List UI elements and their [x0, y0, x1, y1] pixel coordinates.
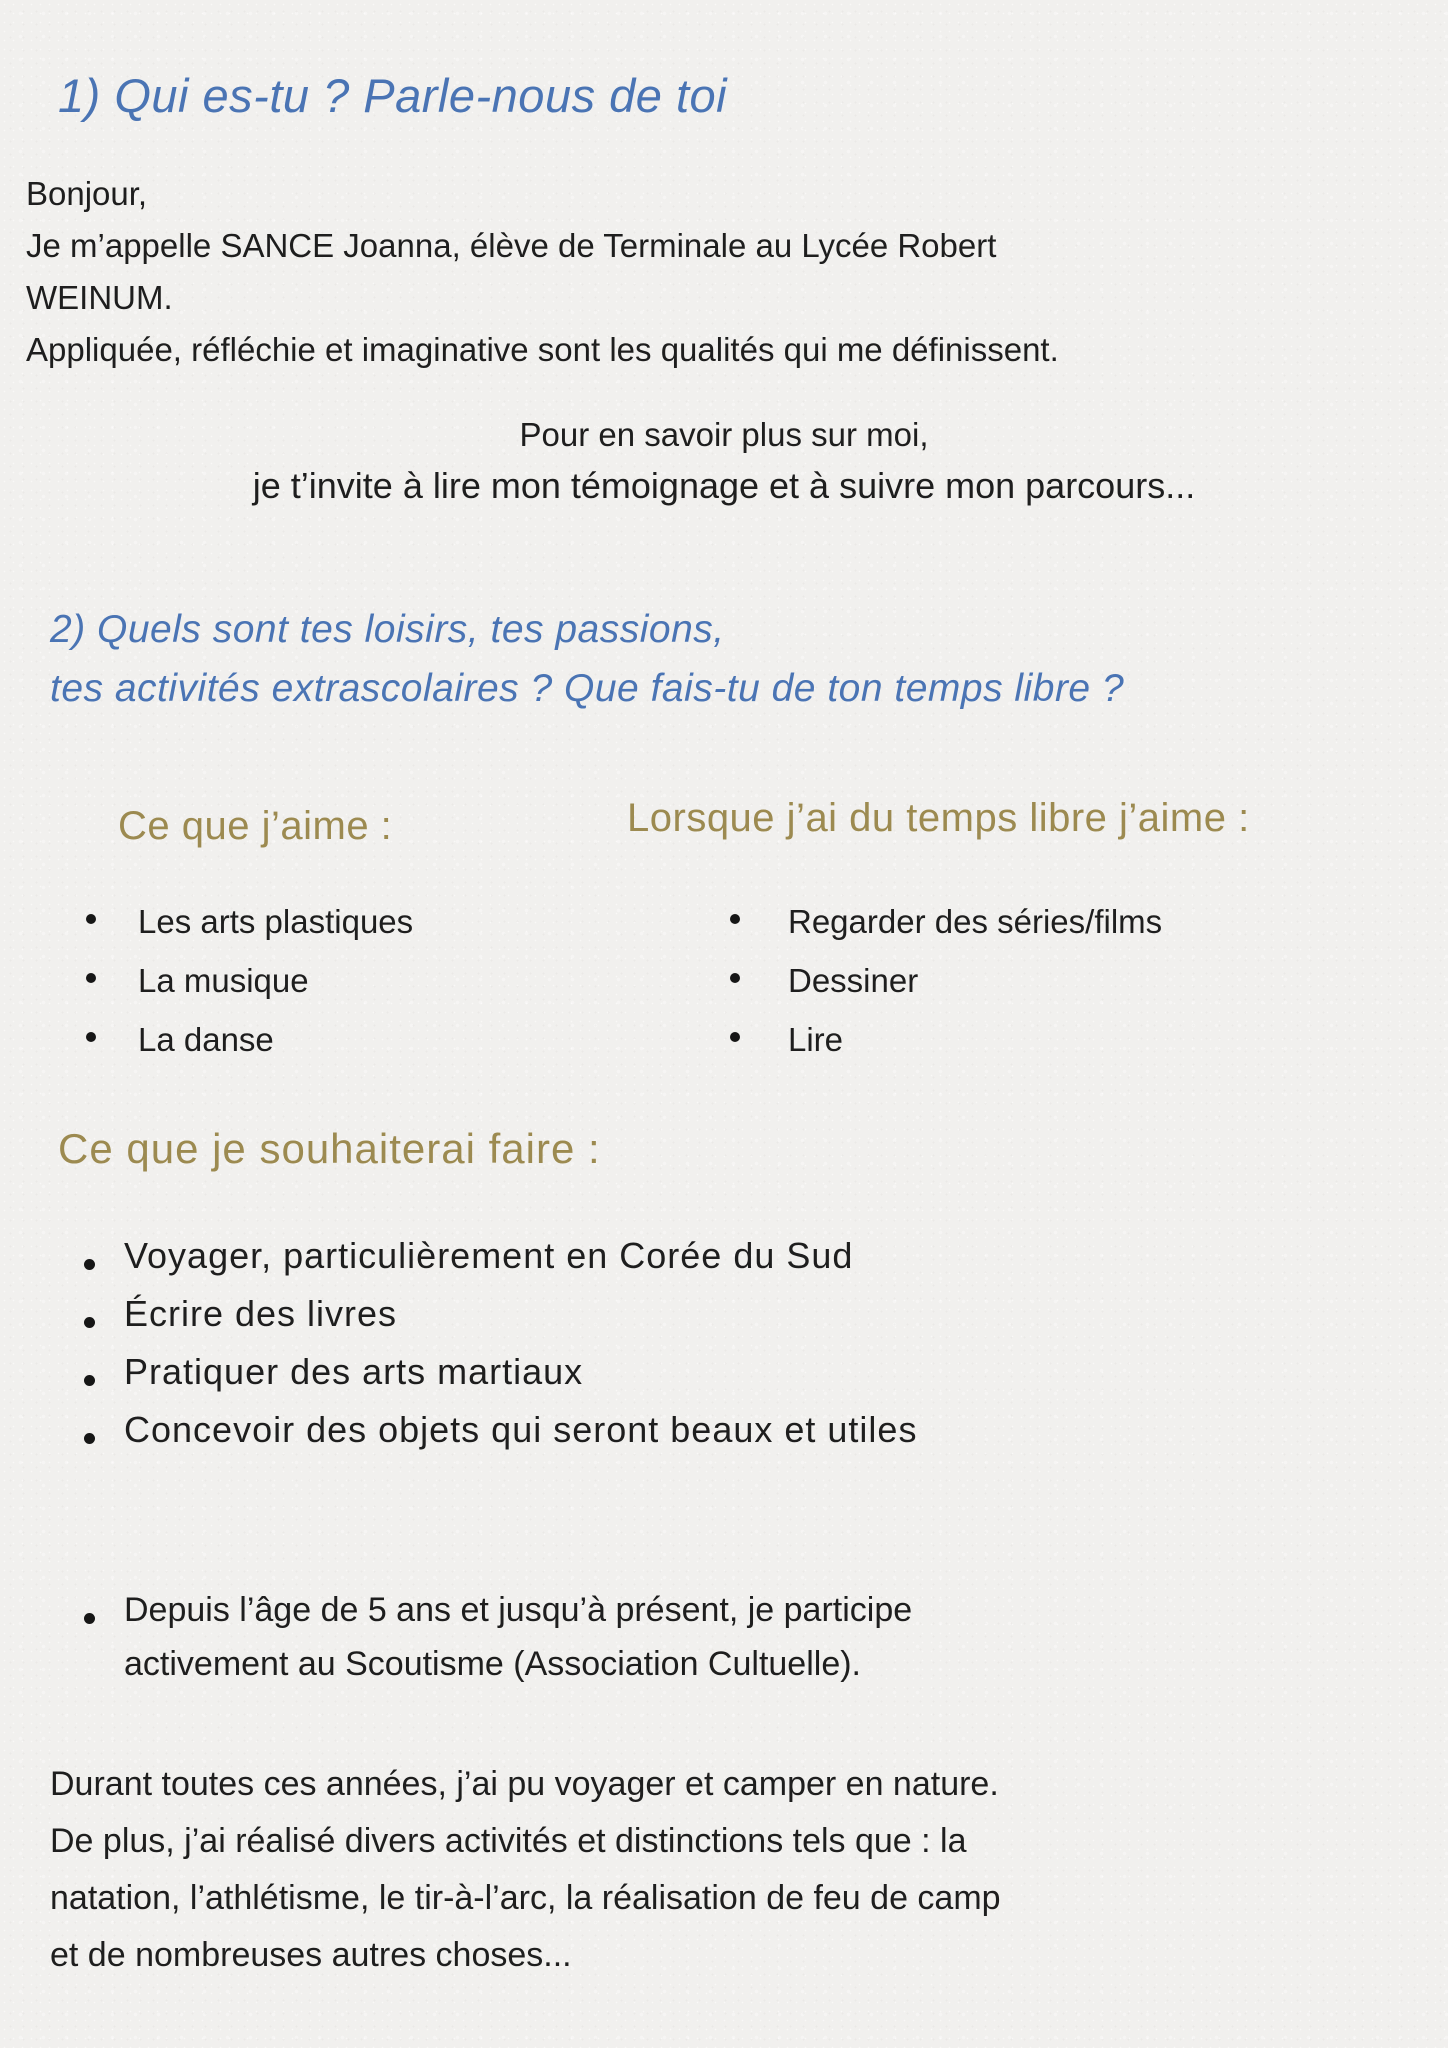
likes-item: La danse	[138, 1021, 274, 1058]
bullet-icon	[86, 973, 96, 983]
wishes-item: Écrire des livres	[124, 1293, 398, 1334]
intro-line: Je m’appelle SANCE Joanna, élève de Terminale au Lycée Robert	[26, 227, 997, 264]
intro-paragraph	[26, 168, 1059, 376]
intro-line: Appliquée, réfléchie et imaginative sont les qualités qui me définissent.	[26, 331, 1059, 368]
closing-paragraph	[50, 1756, 1001, 1984]
scouting-line: Depuis l’âge de 5 ans et jusqu’à présent, je participe	[124, 1591, 913, 1629]
likes-title: Ce que j’aime :	[118, 804, 393, 848]
free-time-item: Lire	[788, 1021, 844, 1058]
closing-line: natation, l’athlétisme, le tir-à-l’arc, la réalisation de feu de camp	[50, 1879, 1001, 1917]
scouting-line: activement au Scoutisme (Association Cultuelle).	[124, 1645, 861, 1683]
bullet-icon	[84, 1375, 95, 1386]
closing-line: De plus, j’ai réalisé divers activités et distinctions tels que : la	[50, 1822, 967, 1860]
free-time-item: Dessiner	[788, 962, 919, 999]
bullet-icon	[84, 1613, 95, 1624]
intro-line: Bonjour,	[26, 175, 148, 212]
bullet-icon	[84, 1259, 95, 1270]
closing-line: Durant toutes ces années, j’ai pu voyager et camper en nature.	[50, 1765, 999, 1803]
free-time-item: Regarder des séries/films	[788, 903, 1163, 940]
likes-item: La musique	[138, 962, 309, 999]
invite-line-2: je t’invite à lire mon témoignage et à suivre mon parcours...	[252, 465, 1196, 506]
free-time-title: Lorsque j’ai du temps libre j’aime :	[627, 796, 1250, 840]
bullet-icon	[86, 914, 96, 924]
intro-line: WEINUM.	[26, 279, 173, 316]
scouting-text	[124, 1583, 912, 1691]
question2-heading-line: 2) Quels sont tes loisirs, tes passions,	[50, 608, 725, 651]
wishes-item: Pratiquer des arts martiaux	[124, 1351, 584, 1392]
invite-line-1: Pour en savoir plus sur moi,	[519, 416, 929, 453]
wishes-item: Voyager, particulièrement en Corée du Sud	[124, 1235, 854, 1276]
bullet-icon	[86, 1032, 96, 1042]
bullet-icon	[84, 1317, 95, 1328]
likes-item: Les arts plastiques	[138, 903, 414, 940]
question2-heading	[50, 600, 1124, 718]
wishes-item: Concevoir des objets qui seront beaux et utiles	[124, 1409, 918, 1450]
question1-heading: 1) Qui es-tu ? Parle-nous de toi	[58, 69, 728, 122]
closing-line: et de nombreuses autres choses...	[50, 1936, 572, 1974]
bullet-icon	[730, 973, 740, 983]
bullet-icon	[730, 914, 740, 924]
question2-heading-line: tes activités extrascolaires ? Que fais-tu de ton temps libre ?	[50, 667, 1125, 710]
wishes-title: Ce que je souhaiterai faire :	[58, 1125, 601, 1172]
bullet-icon	[84, 1433, 95, 1444]
bullet-icon	[730, 1032, 740, 1042]
